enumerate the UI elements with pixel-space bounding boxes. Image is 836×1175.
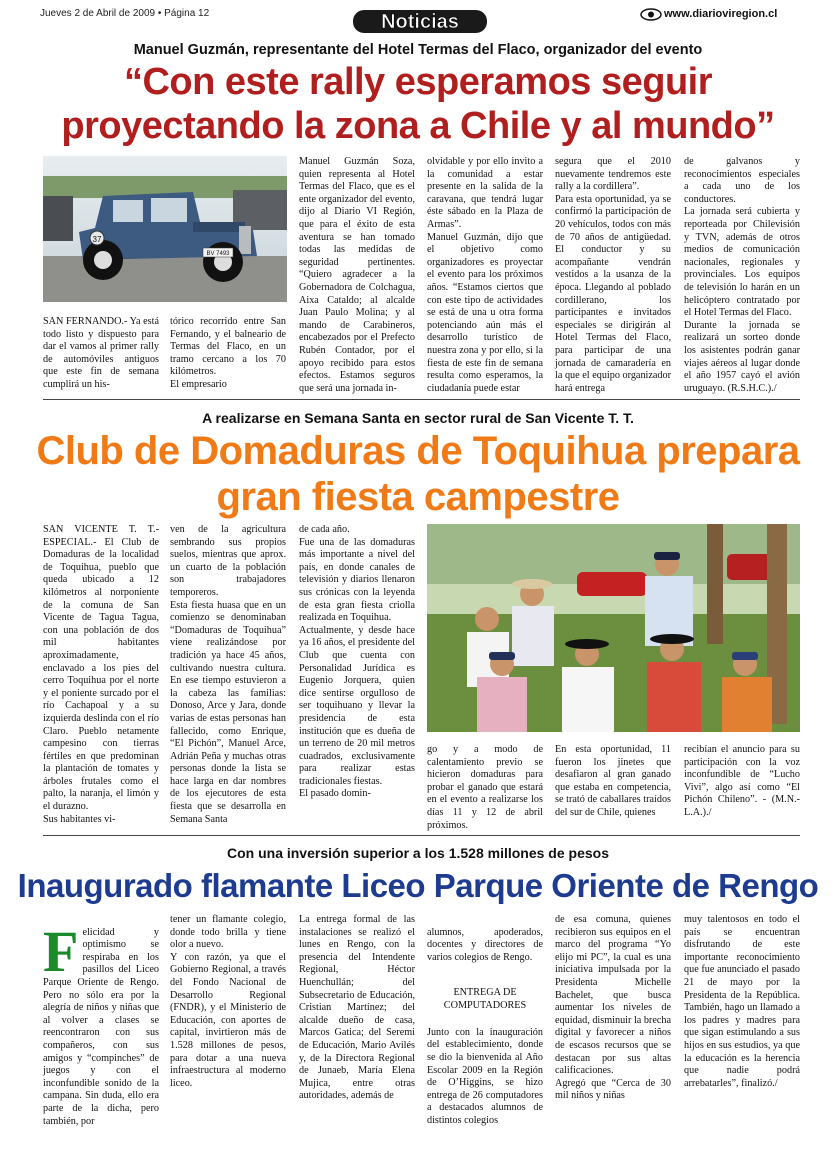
story2-headline-line2: gran fiesta campestre — [216, 475, 620, 519]
divider-1 — [43, 399, 800, 400]
story3-col1 — [43, 914, 159, 1128]
story2-kicker: A realizarse en Semana Santa en sector rural de San Vicente T. T. — [202, 410, 634, 426]
story2-headline-line1: Club de Domaduras de Toquihua prepara — [36, 429, 800, 473]
header-date-page: Jueves 2 de Abril de 2009 • Página 12 — [40, 8, 210, 19]
story1-headline-line2: proyectando la zona a Chile y al mundo” — [61, 105, 775, 147]
story3-col2: tener un flamante colegio, donde todo brilla y tiene olor a nuevo. Y con razón, ya que el Gobierno Regional, a través del Fondo Nacional de Desarrollo Regional (FNDR), y el Ministerio de Educación, con aportes de capital, invirtieron más de 1.528 millones de pesos, para dotar a una nueva infraestructura al moderno liceo. — [170, 914, 286, 1089]
section-title-logo — [351, 8, 489, 35]
vintage-car-photo — [43, 156, 287, 302]
story2-col3: de cada año. Fue una de las domaduras más importante a nivel del país, en donde canales de televisión y diarios llenaron sus crónicas con la leyenda de esta gran fiesta criolla realizada en Toquihua. Actualmente, y desde hace ya 16 años, el presidente del Club que cuenta con Personalidad Jurídica es Eugenio Jorquera, quien dice sentirse orgulloso de ser toquihuano y llevar la presidencia de esta institución que es dueña de un terreno de 20 mil metros cuadrados, exclusivamente para realizar estas tradicionales fiestas. El pasado domin- — [299, 524, 415, 800]
story2-headline — [0, 428, 836, 520]
story2-col4: go y a modo de calentamiento previo se hicieron domaduras para probar el ganado que estará en el evento a realizarse los días 11 y 12 de abril próximos. — [427, 744, 543, 831]
story1-col1: SAN FERNANDO.- Ya está todo listo y dispuesto para dar el vamos al primer rally de automóviles antiguos que este fin de semana cumplirá un his- — [43, 316, 159, 390]
svg-text:37: 37 — [92, 235, 102, 244]
story2-col2: ven de la agricultura sembrando sus propios suelos, mientras que aprox. un cuarto de la población son trabajadores temporeros. Esta fiesta huasa que en un comienzo se denominaban “Domaduras de Toquihua” viene realizándose por tradición ya hace 45 años, cultivando nuestra cultura. En ese tiempo estuvieron a la cabeza las familias: Donoso, Arce y Jara, donde varias de estas personas han fallecido, como Enrique, “El Pichón”, Manuel Arce, Adrián Peña y muchas otras personas donde la lista se hace larga en dar nombres de los ejecutores de esta fiesta que se desarrolla en Semana Santa — [170, 524, 286, 825]
section-title: Noticias — [381, 11, 459, 33]
story3-col4-text: Junto con la inauguración del establecimiento, donde se dio la bienvenida al Año Escolar 2009 en la Región de O’Higgins, se hizo entrega de 26 computadores a destacados alumnos de distintos colegios — [427, 1026, 543, 1126]
story3-col4-intro: alumnos, apoderados, docentes y directores de varios colegios de Rengo. — [427, 926, 543, 963]
story3-subhead: ENTREGA DE COMPUTADORES — [443, 986, 527, 1011]
story2-col5: En esta oportunidad, 11 fueron los jinetes que desafiaron al gran ganado que estaba en competencia, se trató de caballares traídos del sur de Chile, quienes — [555, 744, 671, 818]
story1-col2: tórico recorrido entre San Fernando, y el balneario de Termas del Flaco, en un tramo cercano a los 70 kilómetros. El empresario — [170, 316, 286, 390]
dropcap: F — [43, 918, 79, 984]
story1-col5: segura que el 2010 nuevamente tendremos este rally a la cordillera”. Para esta oportunidad, ya se confirmó la participación de 20 vehículos, todos con más de 70 años de antigüedad. El conductor y su acompañante vendrán vestidos a la usanza de la época. Llegando al poblado cordillerano, los participantes e invitados especiales se dirigirán al Hotel Termas del Flaco, para participar de una jornada de camaradería en la que el equipo organizador hará entrega — [555, 156, 671, 394]
story2-col1: SAN VICENTE T. T.- ESPECIAL.- El Club de Domaduras de la localidad de Toquihua, pueblo que queda ubicado a 12 kilómetros al norponiente de la comuna de San Vicente de Tagua Tagua, con una población de dos mil habitantes aproximadamente, enclavado a los pies del cerro Toquihua por el norte y el poniente surcado por el río Cachapoal y a su izquierda deslinda con el río Claro. Pueblo netamente campesino con tierras fértiles en que predominan la plantación de tomates y árboles frutales como el palto, la naranja, el limón y el durazno. Sus habitantes vi- — [43, 524, 159, 825]
horsemen-group-photo — [427, 524, 800, 732]
story3-col4 — [427, 914, 543, 1140]
story1-col3: Manuel Guzmán Soza, quien representa al Hotel Termas del Flaco, que es el ente organizador del evento, dijo al Diario VI Región, que para el éxito de esta aventura se han tomado todas las medidas de seguridad pertinentes. “Quiero agradecer a la Gobernadora de Colchagua, Aixa Cataldo; al alcalde Juan Paulo Molina; y al mando de Carabineros, encabezados por el Prefecto Rubén Contador, por el apoyo recibido para estos efectos. Estamos seguros que será una jornada in- — [299, 156, 415, 394]
story3-col3: La entrega formal de las instalaciones se realizó el lunes en Rengo, con la presencia del Intendente Regional, Héctor Huenchullán; del Subsecretario de Educación, Cristian Martínez; del alcalde dueño de casa, Marcos Gatica; del Seremi de Educación, Mario Avilés y, de la Directora Regional de Junaeb, María Elena Mujica, entre otras autoridades, además de — [299, 914, 415, 1102]
story3-col6: muy talentosos en todo el país se encuentran disfrutando de este importante reconocimiento que fue anunciado el pasado 21 de mayo por la Presidenta de la República. También, hago un llamado a los padres y madres para que sigan estimulando a sus hijos en sus estudios, ya que la educación es la herencia que nadie podrá arrebatarles”, finalizó./ — [684, 914, 800, 1089]
story3-headline: Inaugurado flamante Liceo Parque Oriente de Rengo — [17, 867, 819, 904]
story2-col6: recibían el anuncio para su participación con la voz inconfundible de “Lucho Vivi”, algo así como “El Pichón Chileno”. - (M.N.-L.A.)./ — [684, 744, 800, 818]
divider-2 — [43, 835, 800, 836]
story1-headline-line1: “Con este rally esperamos seguir — [123, 61, 713, 103]
globe-icon — [640, 8, 662, 21]
story1-col6: de galvanos y reconocimientos especiales a cada uno de los conductores. La jornada será cubierta y reporteada por Chilevisión y TVN, además de otros medios de comunicación nacionales, regionales y provinciales. Los equipos de televisión lo harán en un helicóptero contratado por el Hotel Termas del Flaco. Durante la jornada se realizará un sorteo donde los asistentes podrán ganar viajes aéreos al lugar donde el año 1957 cayó el avión uruguayo. (R.S.H.C.)./ — [684, 156, 800, 394]
story3-col5: de esa comuna, quienes recibieron sus equipos en el marco del programa “Yo elijo mi PC”, la cual es una iniciativa impulsada por la Presidenta Michelle Bachelet, que busca aumentar los niveles de equidad, disminuir la brecha digital y favorecer a niños de escasos recursos que se destacan por sus altas calificaciones. Agregó que “Cerca de 30 mil niños y niñas — [555, 914, 671, 1102]
story1-col4: olvidable y por ello invito a la comunidad a estar presente en la salida de la caravana, que tendrá lugar éste sábado en la Plaza de Armas”. Manuel Guzmán, dijo que el objetivo como organizadores es proyectar el evento para los próximos años. “Estamos ciertos que con este tipo de actividades se está de una u otra forma potenciando aún más el desarrollo turístico de nuestra zona y por ello, si la fiesta de este fin de semana resulta como esperamos, la ciudadanía puede estar — [427, 156, 543, 394]
svg-text:BV 7493: BV 7493 — [206, 251, 230, 257]
story3-kicker: Con una inversión superior a los 1.528 millones de pesos — [226, 845, 609, 861]
website-link[interactable]: www.diarioviregion.cl — [664, 8, 778, 20]
story1-kicker: Manuel Guzmán, representante del Hotel Termas del Flaco, organizador del evento — [133, 42, 703, 58]
story1-headline — [0, 60, 836, 148]
story3-col1-text: elicidad y optimismo se respiraba en los pasillos del Liceo Parque Oriente de Rengo. Pero no sólo era por la alegría de niños y niñas que al volver a clases se reencontraron con sus compañeros, con sus amigos y “compinches” de juegos y con el inconfundible sonido de la campana. Sin duda, ello era parte de la dicha, pero también, por — [43, 926, 159, 1127]
